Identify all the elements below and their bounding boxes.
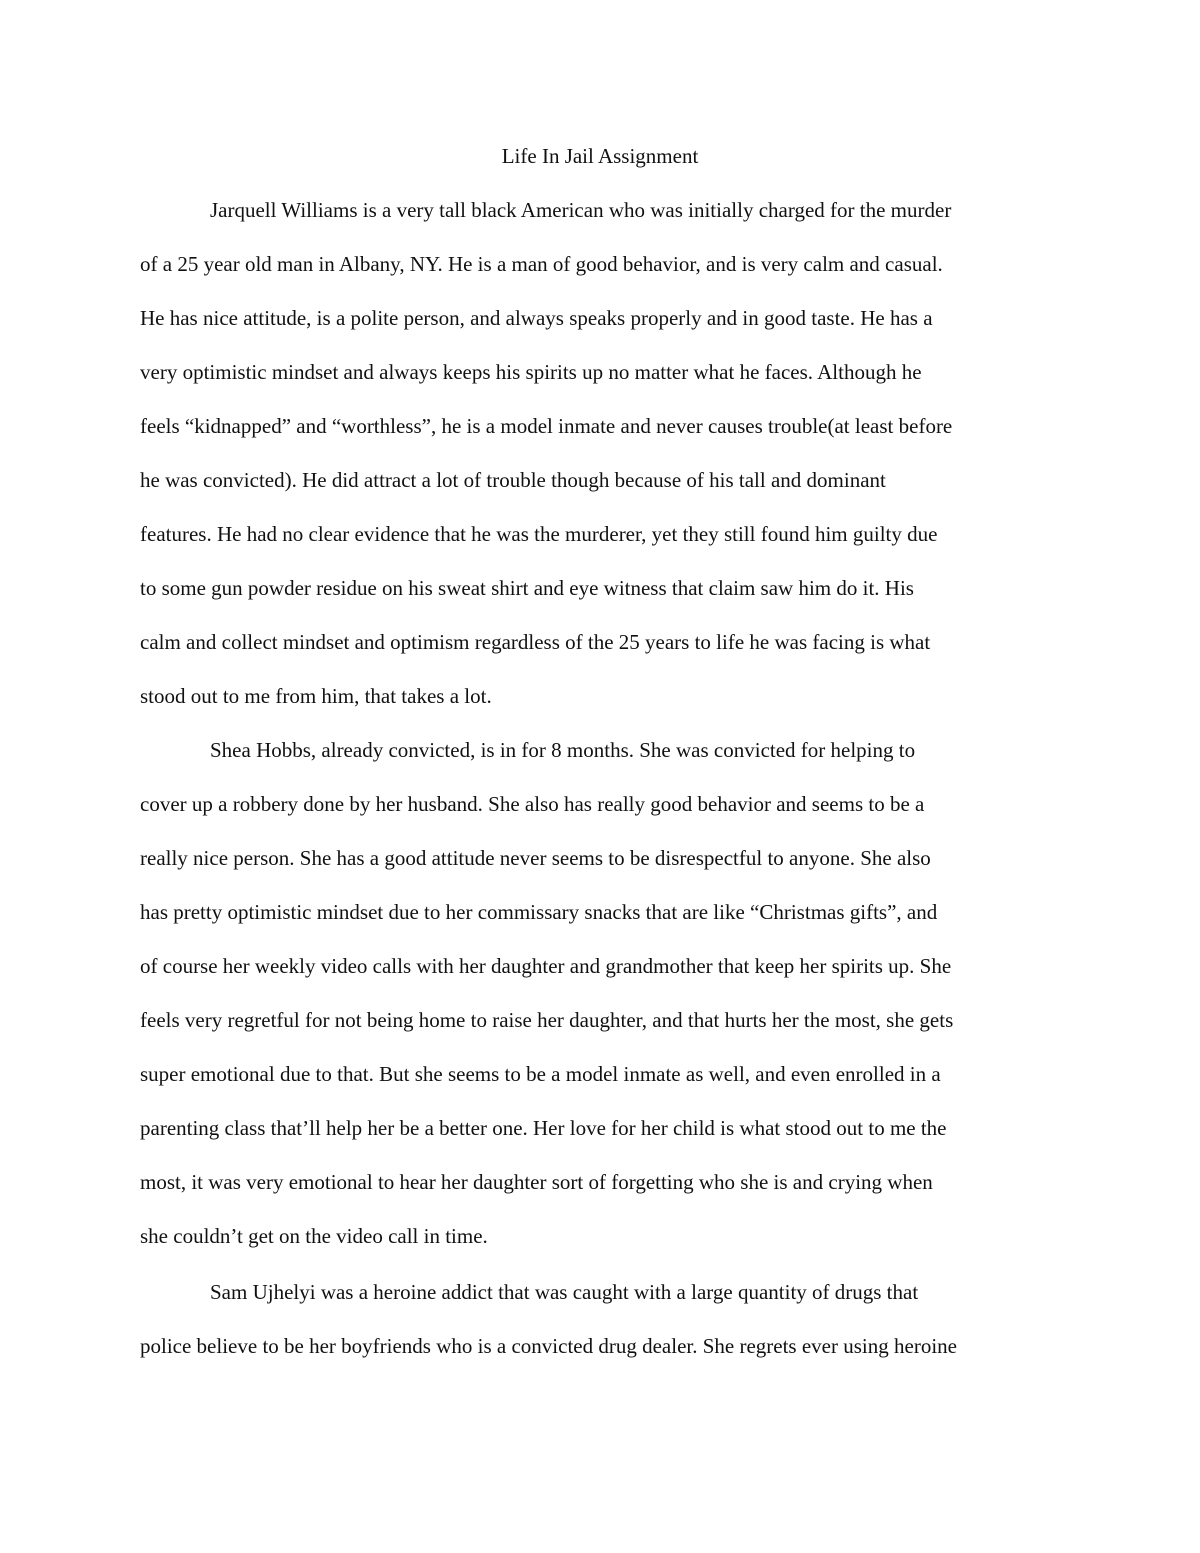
paragraph-2-line-3: really nice person. She has a good attitude never seems to be disrespectful to anyone. She also bbox=[140, 846, 931, 870]
document-title: Life In Jail Assignment bbox=[501, 144, 699, 168]
paragraph-2-line-4: has pretty optimistic mindset due to her commissary snacks that are like “Christmas gifts”, and bbox=[140, 900, 938, 924]
paragraph-1-line-5: feels “kidnapped” and “worthless”, he is a model inmate and never causes trouble(at least before bbox=[140, 414, 953, 438]
paragraph-3-line-2: police believe to be her boyfriends who is a convicted drug dealer. She regrets ever using heroine bbox=[140, 1334, 957, 1358]
paragraph-1-line-3: He has nice attitude, is a polite person, and always speaks properly and in good taste. He has a bbox=[140, 306, 933, 330]
paragraph-1-line-9: calm and collect mindset and optimism regardless of the 25 years to life he was facing is what bbox=[140, 630, 931, 654]
paragraph-2-line-6: feels very regretful for not being home to raise her daughter, and that hurts her the most, she gets bbox=[140, 1008, 954, 1032]
paragraph-1-line-6: he was convicted). He did attract a lot of trouble though because of his tall and dominant bbox=[140, 468, 886, 492]
paragraph-2-line-9: most, it was very emotional to hear her daughter sort of forgetting who she is and crying when bbox=[140, 1170, 933, 1194]
paragraph-1-line-10: stood out to me from him, that takes a lot. bbox=[140, 684, 492, 708]
paragraph-1-line-1: Jarquell Williams is a very tall black American who was initially charged for the murder bbox=[210, 198, 952, 222]
paragraph-2-line-10: she couldn’t get on the video call in time. bbox=[140, 1224, 488, 1248]
paragraph-2-line-7: super emotional due to that. But she seems to be a model inmate as well, and even enrolled in a bbox=[140, 1062, 941, 1086]
paragraph-1-line-7: features. He had no clear evidence that he was the murderer, yet they still found him guilty due bbox=[140, 522, 938, 546]
paragraph-2-line-1: Shea Hobbs, already convicted, is in for 8 months. She was convicted for helping to bbox=[210, 738, 916, 762]
paragraph-1-line-8: to some gun powder residue on his sweat shirt and eye witness that claim saw him do it. His bbox=[140, 576, 914, 600]
paragraph-2-line-8: parenting class that’ll help her be a better one. Her love for her child is what stood out to me the bbox=[140, 1116, 947, 1140]
paragraph-3-line-1: Sam Ujhelyi was a heroine addict that was caught with a large quantity of drugs that bbox=[210, 1280, 919, 1304]
paragraph-2-line-5: of course her weekly video calls with her daughter and grandmother that keep her spirits up. She bbox=[140, 954, 952, 978]
paragraph-1-line-4: very optimistic mindset and always keeps his spirits up no matter what he faces. Although he bbox=[140, 360, 922, 384]
paragraph-1-line-2: of a 25 year old man in Albany, NY. He is a man of good behavior, and is very calm and casual. bbox=[140, 252, 943, 276]
paragraph-2-line-2: cover up a robbery done by her husband. She also has really good behavior and seems to be a bbox=[140, 792, 925, 816]
